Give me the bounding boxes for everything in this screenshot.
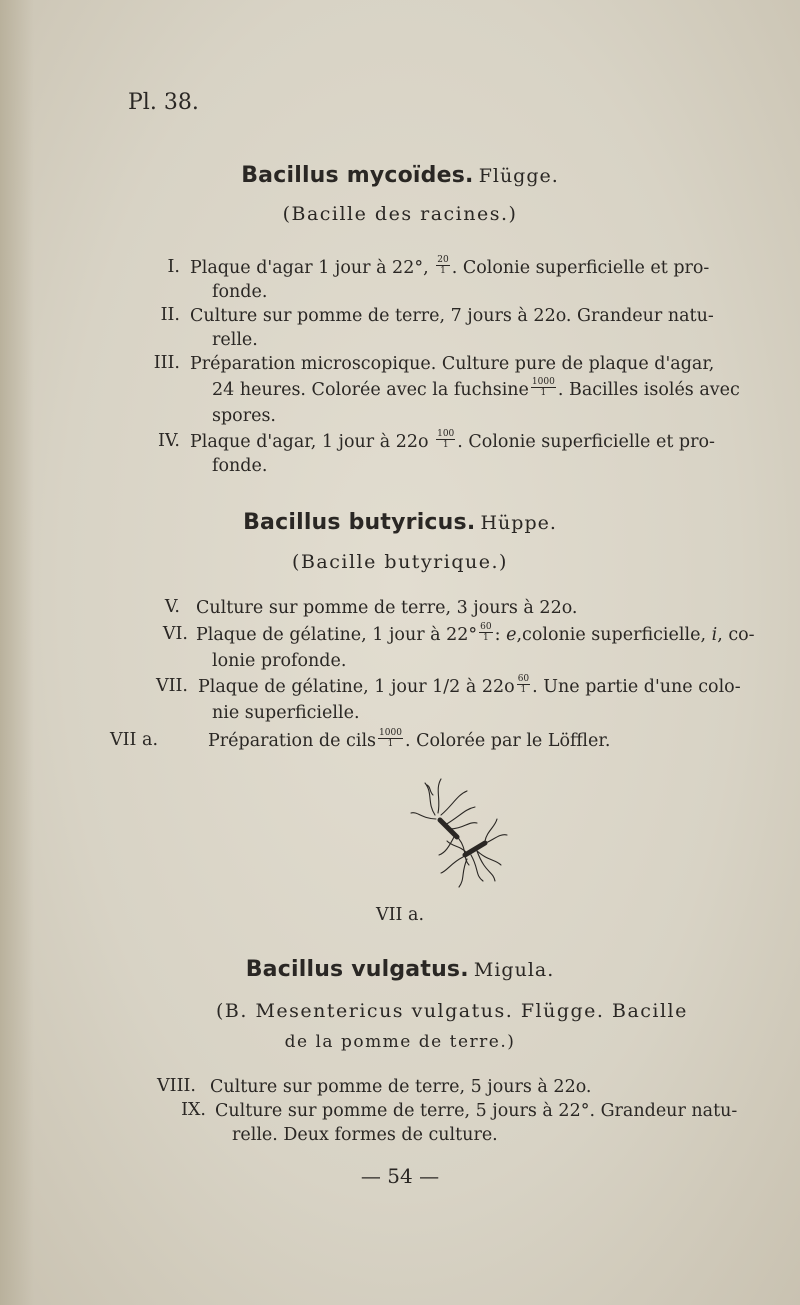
item-line: lonie profonde.	[212, 651, 347, 671]
item-line: Plaque d'agar 1 jour à 22°, $\frac{20}{1}$ . Colonie superficielle et pro-	[190, 255, 710, 278]
item-line: Culture sur pomme de terre, 5 jours à 22o.	[210, 1077, 592, 1097]
page-number: — 54 —	[360, 1164, 440, 1188]
item-line: fonde.	[212, 282, 268, 302]
species-subtitle: (Bacille butyrique.)	[292, 551, 508, 573]
section-heading-butyricus	[0, 510, 800, 535]
item-number: II.	[160, 305, 180, 325]
species-name: Bacillus butyricus.	[243, 510, 476, 535]
item-number: VII.	[155, 676, 188, 696]
item-number: V.	[164, 597, 180, 617]
plate-number: Pl. 38.	[128, 90, 199, 115]
species-name: Bacillus vulgatus.	[245, 957, 469, 982]
item-line: Préparation de cils $\frac{1000}{1}$ . Colorée par le Löffler.	[208, 728, 611, 751]
fraction: $\frac{1000}{1}$	[379, 728, 402, 749]
item-line: nie superficielle.	[212, 703, 360, 723]
item-line: Préparation microscopique. Culture pure de plaque d'agar,	[190, 354, 715, 374]
item-number: IV.	[157, 431, 180, 451]
species-name: Bacillus mycoïdes.	[241, 163, 474, 188]
fraction: $\frac{100}{1}$	[437, 429, 455, 450]
item-number: VII a.	[110, 730, 159, 750]
item-line: Plaque de gélatine, 1 jour 1/2 à 22o $\frac{60}{1}$ . Une partie d'une colo-	[198, 674, 741, 697]
item-number: VI.	[162, 624, 188, 644]
section-heading-mycoides	[0, 163, 800, 188]
species-subtitle: (Bacille des racines.)	[282, 203, 518, 225]
item-line: Plaque d'agar, 1 jour à 22o $\frac{100}{1}$ . Colonie superficielle et pro-	[190, 429, 715, 452]
species-author: Hüppe.	[480, 512, 557, 534]
item-number: IX.	[181, 1100, 206, 1120]
species-author: Flügge.	[478, 165, 559, 187]
species-subtitle-cont: de la pomme de terre.)	[284, 1032, 516, 1052]
item-line: relle. Deux formes de culture.	[232, 1125, 498, 1145]
item-line: 24 heures. Colorée avec la fuchsine $\frac{1000}{1}$ . Bacilles isolés avec	[212, 377, 740, 400]
item-line: Plaque de gélatine, 1 jour à 22° $\frac{60}{1}$ : e,colonie superficielle, i, co-	[196, 622, 755, 645]
item-number: VIII.	[157, 1076, 196, 1096]
section-heading-vulgatus	[0, 957, 800, 982]
item-line: Culture sur pomme de terre, 3 jours à 22o.	[196, 598, 578, 618]
item-line: Culture sur pomme de terre, 7 jours à 22o. Grandeur natu-	[190, 306, 714, 326]
item-line: spores.	[212, 406, 276, 426]
figure-caption: VII a.	[375, 905, 425, 925]
fraction: $\frac{60}{1}$	[517, 674, 530, 695]
fraction: $\frac{20}{1}$	[437, 255, 449, 276]
item-line: relle.	[212, 330, 258, 350]
fraction: $\frac{1000}{1}$	[531, 377, 555, 398]
species-subtitle: (B. Mesentericus vulgatus. Flügge. Bacille	[216, 1000, 688, 1022]
item-number: I.	[167, 257, 180, 277]
item-line: Culture sur pomme de terre, 5 jours à 22°. Grandeur natu-	[215, 1101, 738, 1121]
item-number: III.	[153, 353, 180, 373]
flagellated-bacilli-figure	[405, 775, 515, 890]
item-line: fonde.	[212, 456, 268, 476]
species-author: Migula.	[473, 959, 555, 981]
fraction: $\frac{60}{1}$	[480, 622, 492, 643]
